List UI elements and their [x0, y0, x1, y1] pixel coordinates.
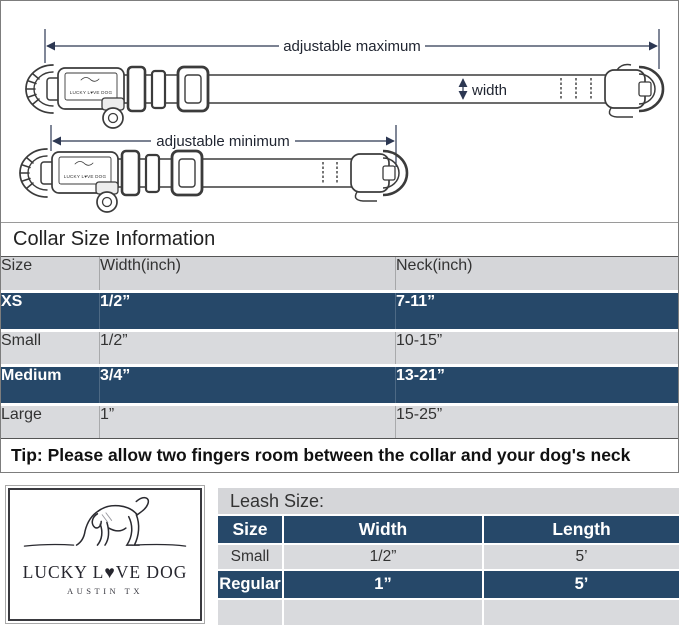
leash-size-table	[218, 488, 679, 625]
leash-regular-size: Regular	[218, 571, 282, 598]
collar-header-size: Size	[1, 257, 100, 290]
collar-small-neck: 10-15”	[396, 332, 678, 364]
collar-diagram-svg	[1, 1, 679, 222]
leash-small-length: 5’	[484, 545, 679, 569]
leash-header-width: Width	[284, 516, 482, 543]
collar-xs-width: 1/2”	[100, 293, 396, 329]
brand-location-text: AUSTIN TX	[67, 585, 143, 596]
collar-medium-width: 3/4”	[100, 367, 396, 403]
brand-logo-text: LUCKY L♥VE DOG	[22, 562, 188, 582]
collar-header-neck: Neck(inch)	[396, 257, 678, 290]
collar-table-header-row	[1, 257, 678, 290]
collar-header-width: Width(inch)	[100, 257, 396, 290]
collar-diagram	[1, 1, 678, 223]
leash-row-regular	[218, 571, 679, 598]
collar-large-width: 1”	[100, 406, 396, 438]
leash-row-small	[218, 545, 679, 569]
leash-header-row	[218, 516, 679, 543]
leash-empty-cell-3	[484, 600, 679, 625]
leash-title-text: Leash Size:	[230, 490, 325, 511]
leash-small-width: 1/2”	[284, 545, 482, 569]
leash-empty-row	[218, 600, 679, 625]
collar-medium-neck: 13-21”	[396, 367, 678, 403]
leash-header-size: Size	[218, 516, 282, 543]
leash-small-size: Small	[218, 545, 282, 569]
collar-small-width: 1/2”	[100, 332, 396, 364]
leash-empty-cell-2	[284, 600, 482, 625]
collar-row-medium	[1, 367, 678, 403]
collar-size-title-text: Collar Size Information	[13, 228, 216, 250]
leash-title	[218, 488, 679, 514]
leash-empty-cell-1	[218, 600, 282, 625]
collar-large-neck: 15-25”	[396, 406, 678, 438]
collar-xs-neck: 7-11”	[396, 293, 678, 329]
adjustable-maximum-label: adjustable maximum	[283, 38, 421, 55]
collar-medium-size: Medium	[1, 367, 100, 403]
leash-header-length: Length	[484, 516, 679, 543]
fit-tip-text: Tip: Please allow two fingers room between the collar and your dog's neck	[11, 445, 631, 465]
collar-row-large	[1, 406, 678, 438]
collar-xs-size: XS	[1, 293, 100, 329]
dog-logo-drawing	[14, 492, 196, 566]
collar-large-size: Large	[1, 406, 100, 438]
leash-regular-width: 1”	[284, 571, 482, 598]
fit-tip	[1, 438, 678, 472]
width-label: width	[472, 82, 508, 99]
collar-size-table	[1, 257, 678, 438]
brand-logo-box	[8, 488, 202, 621]
leash-regular-length: 5’	[484, 571, 679, 598]
collar-row-small	[1, 332, 678, 364]
adjustable-minimum-label: adjustable minimum	[156, 133, 290, 150]
collar-small-size: Small	[1, 332, 100, 364]
bottom-section	[0, 488, 679, 625]
collar-size-title	[1, 223, 678, 257]
collar-row-xs	[1, 293, 678, 329]
